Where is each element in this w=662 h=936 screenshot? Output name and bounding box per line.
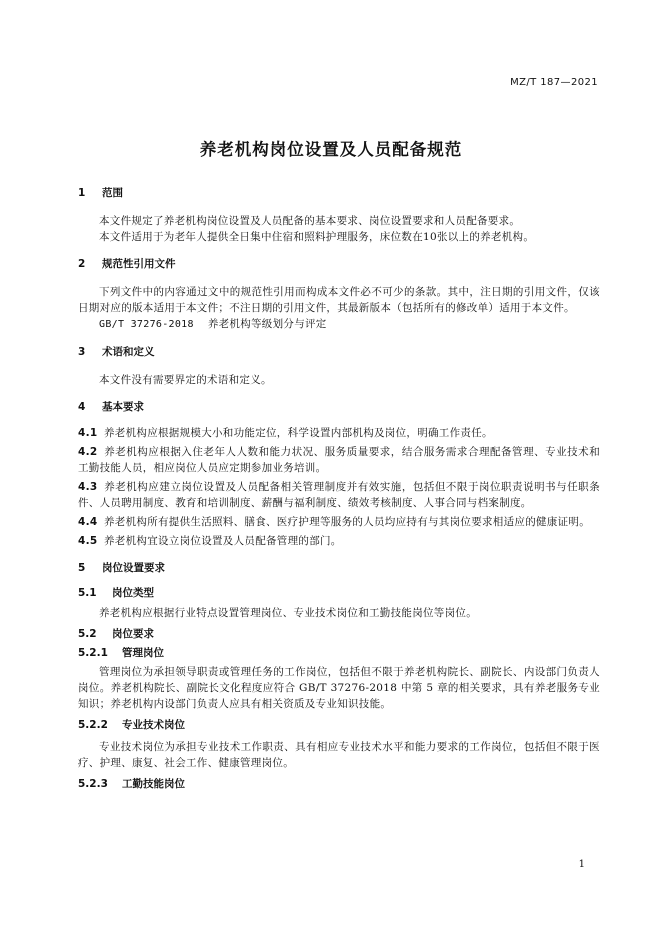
section-heading-4: 4 基本要求 <box>78 401 144 413</box>
document-code: MZ/T 187—2021 <box>510 77 598 88</box>
page-number: 1 <box>578 859 585 870</box>
section-heading-2: 2 规范性引用文件 <box>78 258 176 270</box>
subsection-heading-5-1: 5.1 岗位类型 <box>78 587 154 599</box>
clause-item: 4.3 养老机构应建立岗位设置及人员配备相关管理制度并有效实施，包括但不限于岗位职责说明书与任职条件、人员聘用制度、教育和培训制度、薪酬与福利制度、绩效考核制度、人事合同与档案制度。 <box>78 481 600 509</box>
section-heading-5: 5 岗位设置要求 <box>78 562 165 574</box>
section-heading-3: 3 术语和定义 <box>78 346 155 358</box>
clause-item: 4.4 养老机构所有提供生活照料、膳食、医疗护理等服务的人员均应持有与其岗位要求相适应的健康证明。 <box>78 516 590 528</box>
paragraph: 下列文件中的内容通过文中的规范性引用而构成本文件必不可少的条款。其中，注日期的引用文件，仅该日期对应的版本适用于本文件；不注日期的引用文件，其最新版本（包括所有的修改单）适用于本文件。 <box>78 286 600 314</box>
paragraph: 专业技术岗位为承担专业技术工作职责、具有相应专业技术水平和能力要求的工作岗位，包括但不限于医疗、护理、康复、社会工作、健康管理岗位。 <box>78 741 600 769</box>
subsection-heading-5-2-1: 5.2.1 管理岗位 <box>78 647 164 659</box>
paragraph: 管理岗位为承担领导职责或管理任务的工作岗位，包括但不限于养老机构院长、副院长、内设部门负责人岗位。养老机构院长、副院长文化程度应符合 GB/T 37276-2018 中第 5 章的相关要求，具有养老服务专业知识；养老机构内设部门负责人应具有相关资质及专业知识技能。 <box>78 666 600 710</box>
paragraph: 本文件没有需要界定的术语和定义。 <box>99 374 272 386</box>
document-body <box>78 186 600 792</box>
section-heading-1: 1 范围 <box>78 187 123 199</box>
clause-item: 4.1 养老机构应根据规模大小和功能定位，科学设置内部机构及岗位，明确工作责任。 <box>78 427 493 439</box>
subsection-heading-5-2-2: 5.2.2 专业技术岗位 <box>78 719 185 731</box>
normative-reference: GB/T 37276-2018 养老机构等级划分与评定 <box>99 318 327 330</box>
clause-item: 4.5 养老机构宜设立岗位设置及人员配备管理的部门。 <box>78 535 342 547</box>
paragraph: 本文件规定了养老机构岗位设置及人员配备的基本要求、岗位设置要求和人员配备要求。 <box>99 215 521 227</box>
subsection-heading-5-2: 5.2 岗位要求 <box>78 628 154 640</box>
clause-item: 4.2 养老机构应根据入住老年人人数和能力状况、服务质量要求，结合服务需求合理配备管理、专业技术和工勤技能人员，相应岗位人员应定期参加业务培训。 <box>78 446 600 474</box>
paragraph: 养老机构应根据行业特点设置管理岗位、专业技术岗位和工勤技能岗位等岗位。 <box>99 607 477 619</box>
subsection-heading-5-2-3: 5.2.3 工勤技能岗位 <box>78 778 185 790</box>
document-title: 养老机构岗位设置及人员配备规范 <box>199 140 463 159</box>
paragraph: 本文件适用于为老年人提供全日集中住宿和照料护理服务，床位数在10张以上的养老机构。 <box>99 231 535 243</box>
